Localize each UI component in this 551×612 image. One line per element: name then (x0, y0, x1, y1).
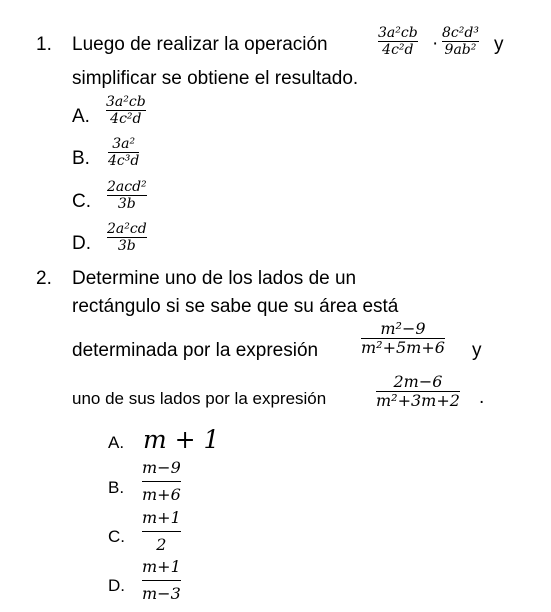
q2-side-frac-den: m²+3m+2 (376, 391, 460, 411)
q2-option-b-den: m+6 (142, 485, 181, 505)
q2-line2: rectángulo si se sabe que su área está (72, 296, 399, 317)
q2-number: 2. (36, 268, 52, 289)
q1-op-frac1 (378, 25, 418, 58)
q2-option-c-letter: C. (108, 527, 125, 546)
q2-area-frac-num: m²−9 (380, 319, 426, 338)
q1-text-line1: Luego de realizar la operación (72, 34, 328, 55)
q1-op-frac1-num: 3a²cb (378, 25, 418, 41)
q1-option-b-letter: B. (72, 148, 90, 169)
q1-option-c-num: 2acd² (107, 179, 147, 195)
q1-op-frac1-den: 4c²d (382, 42, 414, 59)
q1-conj: y (494, 34, 504, 55)
q2-option-a-letter: A. (108, 433, 125, 452)
q1-option-a-letter: A. (72, 106, 90, 127)
q2-side-frac (376, 373, 460, 411)
q1-option-d-letter: D. (72, 233, 91, 254)
q2-area-frac (361, 320, 445, 358)
q2-option-c-num: m+1 (142, 508, 181, 527)
q1-option-b-den: 4c³d (108, 153, 140, 170)
q2-option-b-frac (142, 459, 181, 505)
q1-number: 1. (36, 34, 52, 55)
multiplication-dot: · (432, 33, 439, 54)
q2-option-d-num: m+1 (142, 557, 181, 576)
q1-option-b-frac (108, 136, 139, 169)
q1-option-d-den: 3b (117, 238, 136, 255)
q1-option-c-den: 3b (117, 196, 136, 213)
q2-conj: y (472, 340, 482, 361)
fraction-bar (142, 481, 181, 482)
q1-op-frac2-den: 9ab² (444, 42, 477, 59)
q2-option-b-num: m−9 (142, 458, 181, 477)
q2-option-c-den: 2 (156, 535, 167, 555)
q1-option-d-num: 2a²cd (107, 221, 147, 237)
q1-option-c-frac (107, 179, 147, 212)
q1-op-frac2-num: 8c²d³ (442, 25, 479, 41)
q2-line1: Determine uno de los lados de un (72, 268, 357, 289)
q1-option-d-frac (107, 221, 147, 254)
q2-side-frac-num: 2m−6 (393, 372, 443, 391)
q2-option-c-frac (142, 509, 181, 555)
q1-text-line2: simplificar se obtiene el resultado. (72, 68, 359, 89)
q2-period: . (479, 387, 485, 408)
q2-area-frac-den: m²+5m+6 (361, 338, 445, 358)
q2-option-b-letter: B. (108, 478, 125, 497)
q1-option-b-num: 3a² (112, 136, 136, 152)
q2-option-d-den: m−3 (142, 584, 181, 604)
fraction-bar (142, 580, 181, 581)
q2-option-d-frac (142, 558, 181, 604)
q1-option-c-letter: C. (72, 191, 91, 212)
q2-line3: determinada por la expresión (72, 340, 319, 361)
fraction-bar (142, 531, 181, 532)
q2-line4: uno de sus lados por la expresión (72, 389, 327, 408)
q1-option-a-num: 3a²cb (106, 94, 146, 110)
q2-option-d-letter: D. (108, 576, 125, 595)
q1-option-a-den: 4c²d (110, 111, 142, 128)
q2-option-a-expr: m + 1 (143, 425, 220, 454)
q1-op-frac2 (442, 25, 479, 58)
q1-option-a-frac (106, 94, 146, 127)
